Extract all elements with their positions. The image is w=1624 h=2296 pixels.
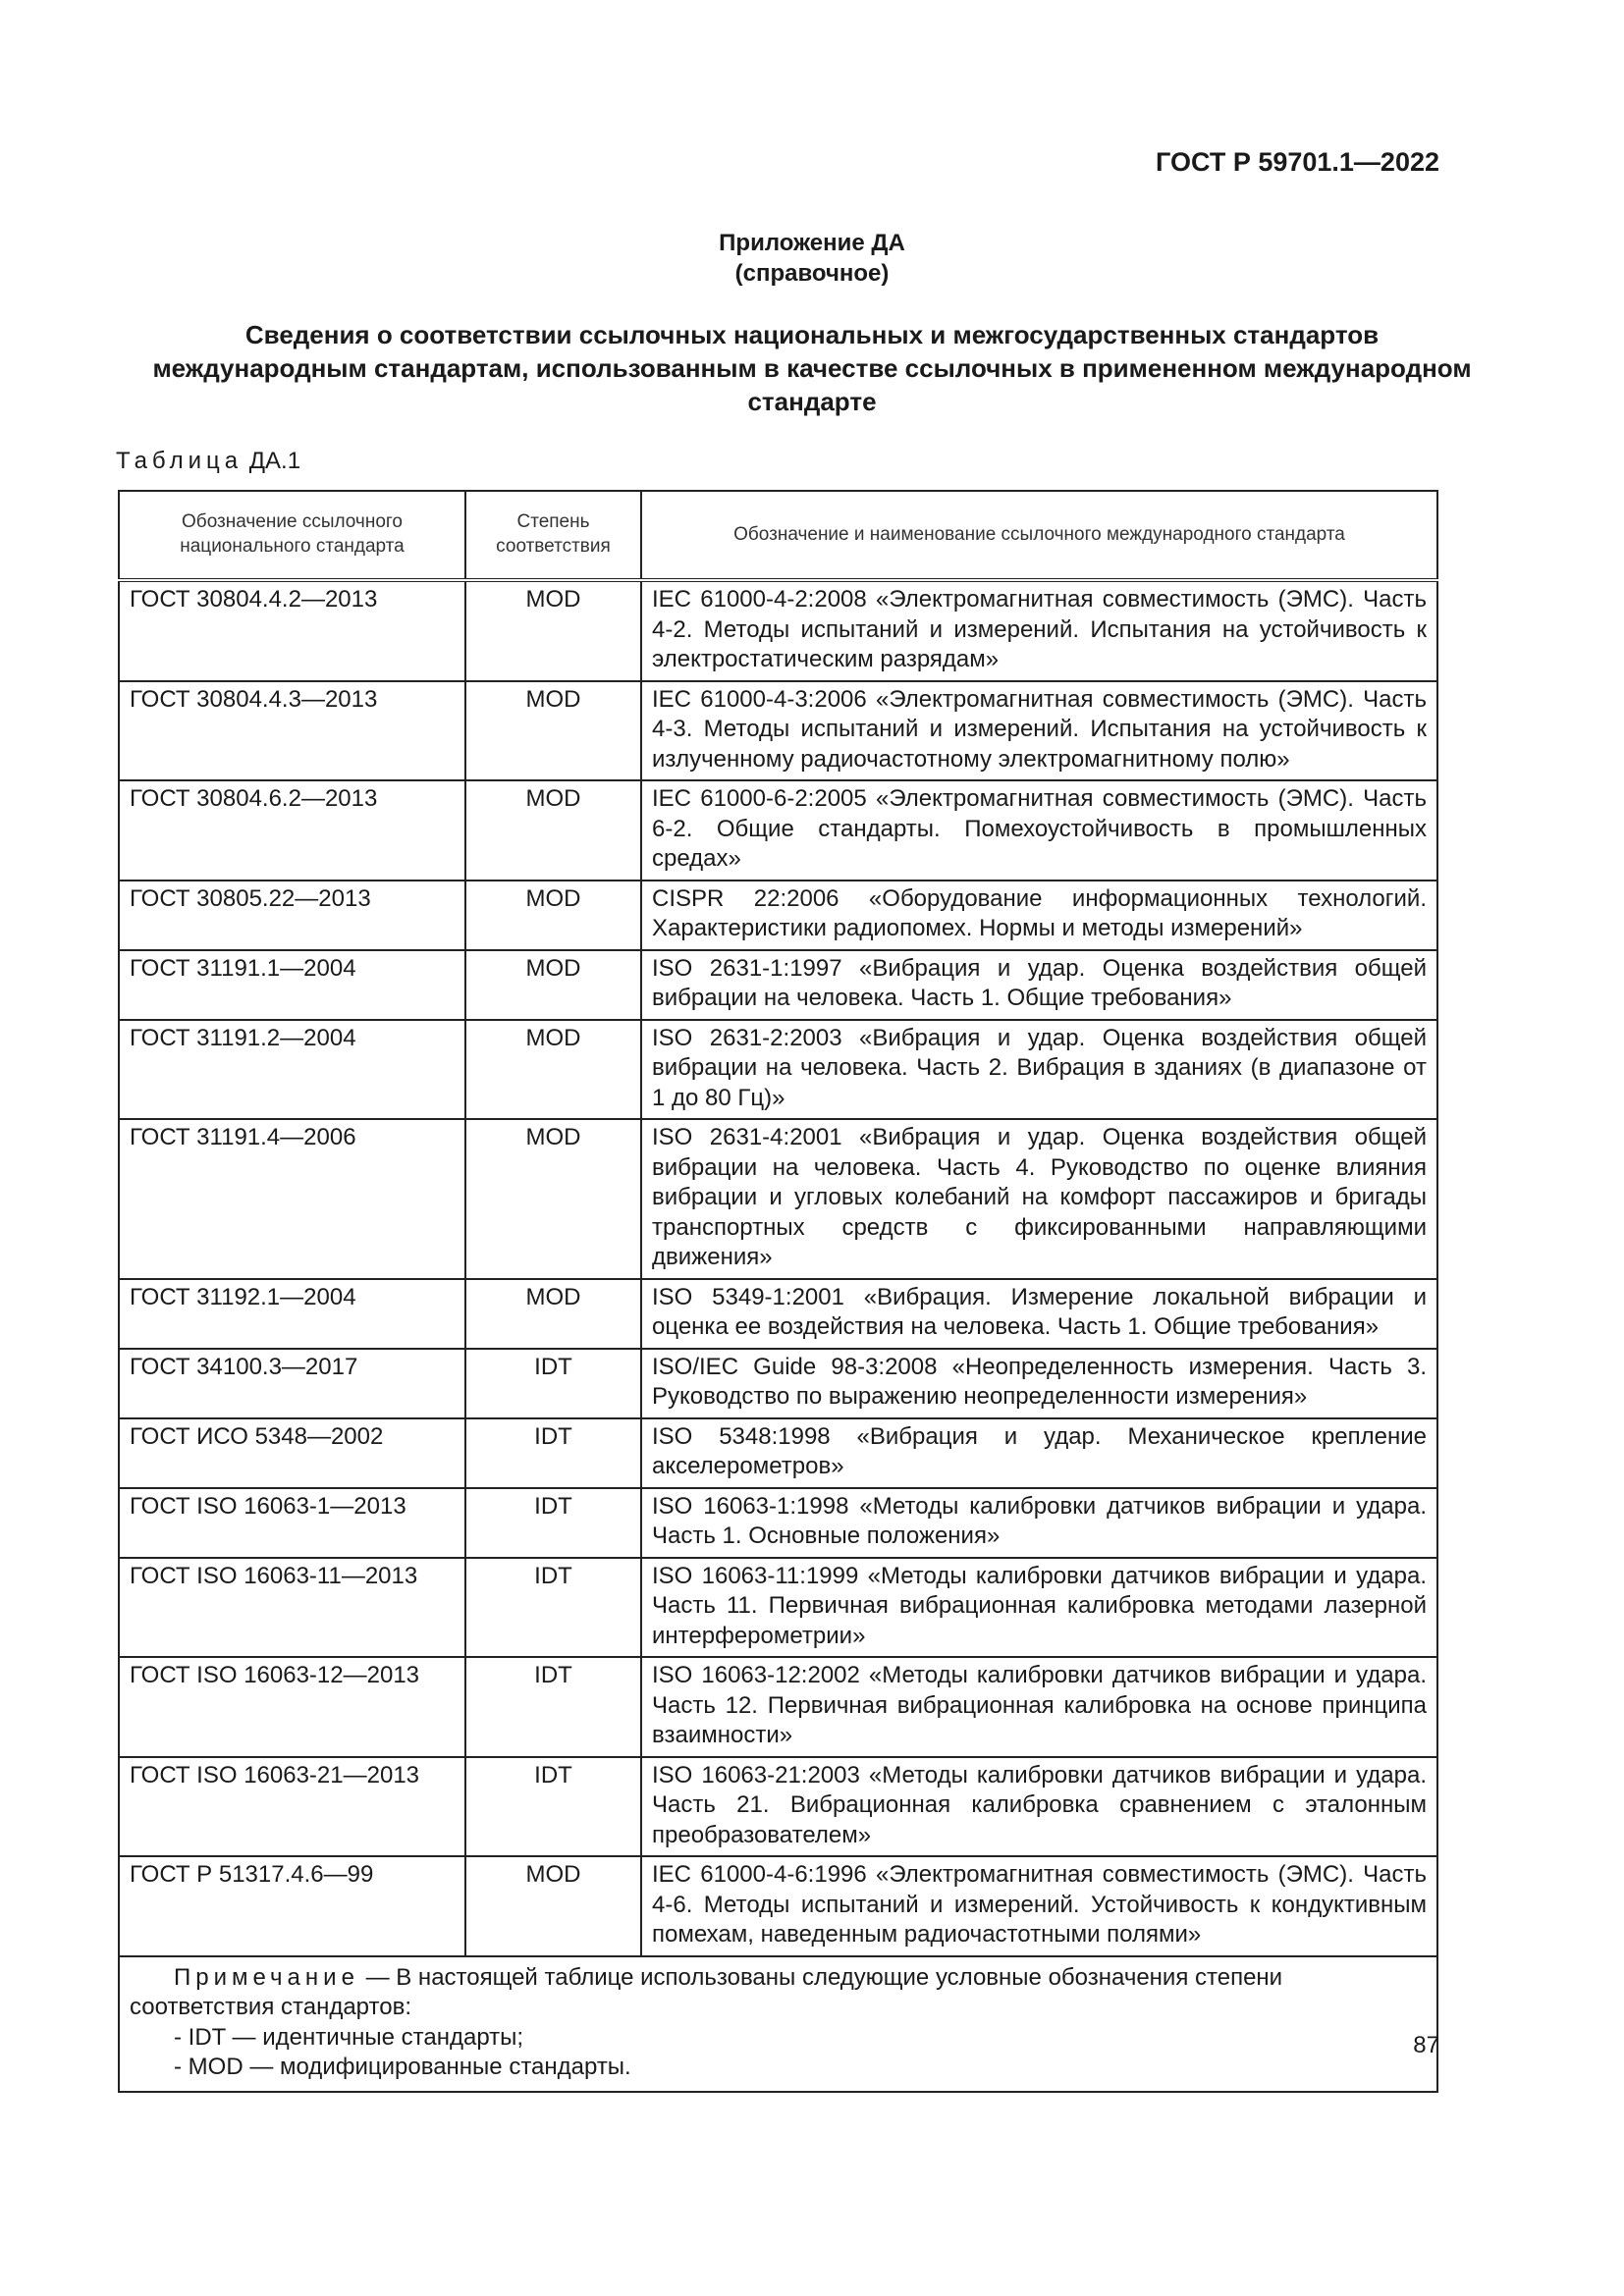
degree-cell: IDT — [465, 1657, 641, 1757]
table-row — [119, 1418, 1437, 1488]
table-row — [119, 681, 1437, 781]
table-row — [119, 1349, 1437, 1418]
international-standard-cell: CISPR 22:2006 «Оборудование информационных технологий. Характеристики радиопомех. Нормы и методы измерений» — [641, 881, 1437, 950]
table-row — [119, 950, 1437, 1020]
degree-cell: MOD — [465, 1279, 641, 1349]
international-standard-cell: ISO 2631-1:1997 «Вибрация и удар. Оценка воздействия общей вибрации на человека. Часть 1. Общие требования» — [641, 950, 1437, 1020]
international-standard-cell: ISO/IEC Guide 98-3:2008 «Неопределенность измерения. Часть 3. Руководство по выражению неопределенности измерения» — [641, 1349, 1437, 1418]
international-standard-cell: ISO 16063-11:1999 «Методы калибровки датчиков вибрации и удара. Часть 11. Первичная вибрационная калибровка методами лазерной интерферометрии» — [641, 1558, 1437, 1658]
degree-cell: IDT — [465, 1418, 641, 1488]
national-standard-cell: ГОСТ ИСО 5348—2002 — [119, 1418, 465, 1488]
page-number: 87 — [1413, 2032, 1439, 2058]
appendix-title: Приложение ДА — [719, 230, 905, 256]
note-item: - MOD — модифицированные стандарты. — [174, 2054, 631, 2080]
national-standard-cell: ГОСТ ISO 16063-12—2013 — [119, 1657, 465, 1757]
table-row — [119, 1657, 1437, 1757]
national-standard-cell: ГОСТ 31191.4—2006 — [119, 1119, 465, 1279]
international-standard-cell: ISO 2631-2:2003 «Вибрация и удар. Оценка воздействия общей вибрации на человека. Часть 2. Вибрация в зданиях (в диапазоне от 1 до 80 Гц)» — [641, 1020, 1437, 1120]
table-row — [119, 1856, 1437, 1956]
degree-cell: IDT — [465, 1757, 641, 1857]
degree-cell: MOD — [465, 681, 641, 781]
national-standard-cell: ГОСТ 30804.6.2—2013 — [119, 780, 465, 881]
degree-cell: MOD — [465, 1020, 641, 1120]
table-row — [119, 1020, 1437, 1120]
table-row — [119, 1757, 1437, 1857]
international-standard-cell: ISO 5349-1:2001 «Вибрация. Измерение локальной вибрации и оценка ее воздействия на человека. Часть 1. Общие требования» — [641, 1279, 1437, 1349]
national-standard-cell: ГОСТ ISO 16063-21—2013 — [119, 1757, 465, 1857]
table-row — [119, 780, 1437, 881]
international-standard-cell: IEC 61000-4-6:1996 «Электромагнитная совместимость (ЭМС). Часть 4-6. Методы испытаний и измерений. Устойчивость к кондуктивным помехам, наведенным радиочастотными полями» — [641, 1856, 1437, 1956]
international-standard-cell: ISO 2631-4:2001 «Вибрация и удар. Оценка воздействия общей вибрации на человека. Часть 4. Руководство по оценке влияния вибрации и угловых колебаний на комфорт пассажиров и бригады транспортных средств с фиксированными направляющими движения» — [641, 1119, 1437, 1279]
degree-cell: MOD — [465, 780, 641, 881]
international-standard-cell: IEC 61000-4-2:2008 «Электромагнитная совместимость (ЭМС). Часть 4-2. Методы испытаний и измерений. Испытания на устойчивость к электростатическим разрядам» — [641, 580, 1437, 681]
table-row — [119, 1279, 1437, 1349]
degree-cell: IDT — [465, 1488, 641, 1558]
note-label: Примечание — [174, 1963, 359, 1991]
national-standard-cell: ГОСТ 30804.4.2—2013 — [119, 580, 465, 681]
degree-cell: MOD — [465, 580, 641, 681]
degree-cell: IDT — [465, 1349, 641, 1418]
table-caption-number: ДА.1 — [248, 448, 301, 474]
national-standard-cell: ГОСТ ISO 16063-11—2013 — [119, 1558, 465, 1658]
note-text: — В настоящей таблице использованы следующие условные обозначения степени соответствия стандартов: — [130, 1963, 1283, 2020]
column-header-international: Обозначение и наименование ссылочного международного стандарта — [641, 491, 1437, 580]
national-standard-cell: ГОСТ 34100.3—2017 — [119, 1349, 465, 1418]
international-standard-cell: ISO 5348:1998 «Вибрация и удар. Механическое крепление акселерометров» — [641, 1418, 1437, 1488]
table-caption-label: Таблица — [116, 448, 244, 474]
degree-cell: MOD — [465, 881, 641, 950]
degree-cell: MOD — [465, 950, 641, 1020]
degree-cell: IDT — [465, 1558, 641, 1658]
national-standard-cell: ГОСТ 30804.4.3—2013 — [119, 681, 465, 781]
appendix-subtitle: (справочное) — [734, 260, 890, 287]
international-standard-cell: ISO 16063-21:2003 «Методы калибровки датчиков вибрации и удара. Часть 21. Вибрационная калибровка сравнением с эталонным преобразователем» — [641, 1757, 1437, 1857]
table-note-row — [119, 1956, 1437, 2092]
international-standard-cell: IEC 61000-6-2:2005 «Электромагнитная совместимость (ЭМС). Часть 6-2. Общие стандарты. Помехоустойчивость в промышленных средах» — [641, 780, 1437, 881]
international-standard-cell: ISO 16063-12:2002 «Методы калибровки датчиков вибрации и удара. Часть 12. Первичная вибрационная калибровка на основе принципа взаимности» — [641, 1657, 1437, 1757]
standards-table — [118, 490, 1438, 2093]
table-caption — [116, 448, 300, 475]
table-row — [119, 1488, 1437, 1558]
table-row — [119, 1558, 1437, 1658]
national-standard-cell: ГОСТ ISO 16063-1—2013 — [119, 1488, 465, 1558]
national-standard-cell: ГОСТ Р 51317.4.6—99 — [119, 1856, 465, 1956]
table-row — [119, 881, 1437, 950]
national-standard-cell: ГОСТ 31191.2—2004 — [119, 1020, 465, 1120]
table-row — [119, 1119, 1437, 1279]
table-note — [119, 1956, 1437, 2092]
national-standard-cell: ГОСТ 31191.1—2004 — [119, 950, 465, 1020]
note-item: - IDT — идентичные стандарты; — [174, 2023, 524, 2051]
table-row — [119, 580, 1437, 681]
national-standard-cell: ГОСТ 31192.1—2004 — [119, 1279, 465, 1349]
national-standard-cell: ГОСТ 30805.22—2013 — [119, 881, 465, 950]
appendix-title-block — [0, 228, 1624, 289]
column-header-degree: Степень соответствия — [465, 491, 641, 580]
table-header-row — [119, 491, 1437, 580]
international-standard-cell: ISO 16063-1:1998 «Методы калибровки датчиков вибрации и удара. Часть 1. Основные положения» — [641, 1488, 1437, 1558]
degree-cell: MOD — [465, 1856, 641, 1956]
international-standard-cell: IEC 61000-4-3:2006 «Электромагнитная совместимость (ЭМС). Часть 4-3. Методы испытаний и измерений. Испытания на устойчивость к излученному радиочастотному электромагнитному полю» — [641, 681, 1437, 781]
document-number: ГОСТ Р 59701.1—2022 — [1156, 147, 1439, 177]
column-header-national: Обозначение ссылочного национального стандарта — [119, 491, 465, 580]
section-heading: Сведения о соответствии ссылочных национальных и межгосударственных стандартов международным стандартам, использованным в качестве ссылочных в примененном международном стандарте — [152, 320, 1472, 416]
degree-cell: MOD — [465, 1119, 641, 1279]
